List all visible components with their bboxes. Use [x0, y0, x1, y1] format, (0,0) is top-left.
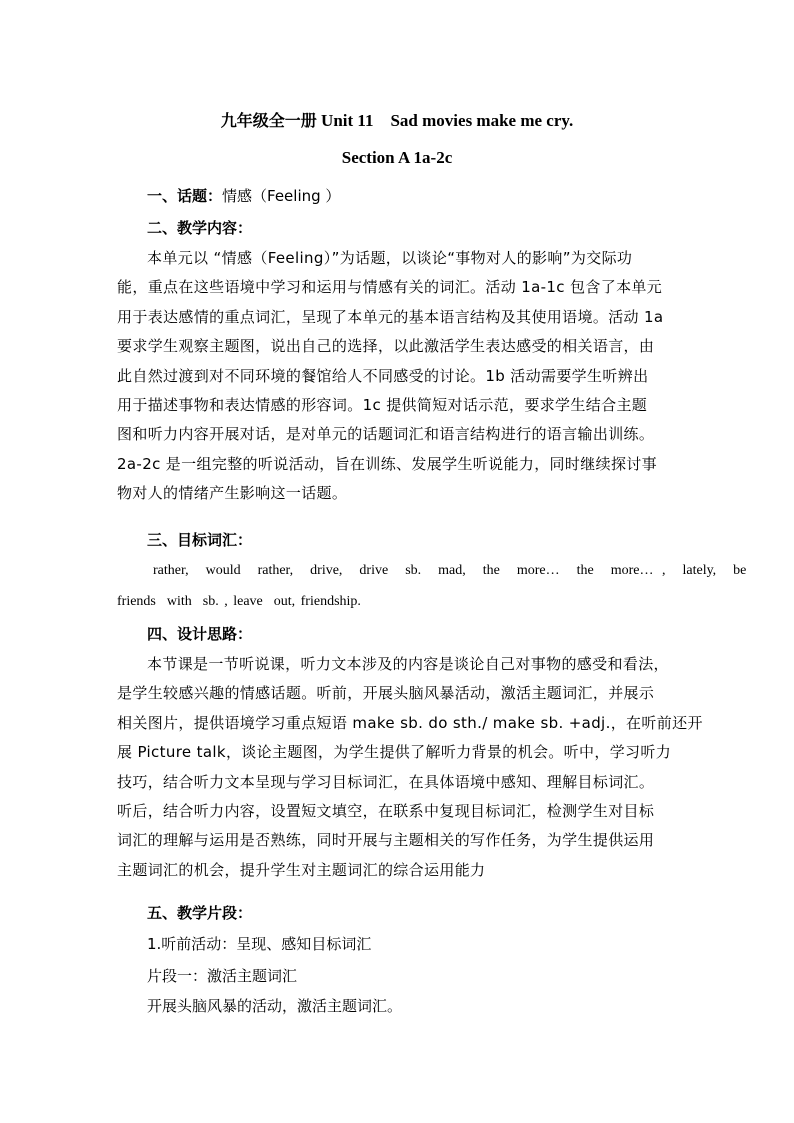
segment-item: 片段一：激活主题词汇 [147, 967, 298, 985]
design-line: 相关图片，提供语境学习重点短语 make sb. do sth./ make sb. +adj.，在听前还开 [117, 713, 703, 732]
unit-title: Unit 11 Sad movies make me cry. [321, 111, 574, 130]
design-line: 主题词汇的机会，提升学生对主题词汇的综合运用能力 [117, 860, 486, 879]
design-line: 展 Picture talk，谈论主题图，为学生提供了解听力背景的机会。听中，学习听力 [117, 743, 672, 762]
design-heading [147, 624, 252, 644]
vocabulary-heading [147, 530, 252, 550]
content-line: 图和听力内容开展对话，是对单元的话题词汇和语言结构进行的语言输出训练。 [117, 425, 655, 444]
content-line: 用于描述事物和表达情感的形容词。1c 提供简短对话示范，要求学生结合主题 [117, 395, 648, 414]
content-line: 此自然过渡到对不同环境的餐馆给人不同感受的讨论。1b 活动需要学生听辨出 [117, 366, 649, 385]
content-line: 能，重点在这些语境中学习和运用与情感有关的词汇。活动 1a-1c 包含了本单元 [117, 278, 663, 297]
content-heading [147, 218, 252, 238]
design-line: 听后，结合听力内容，设置短文填空，在联系中复现目标词汇，检测学生对目标 [117, 801, 655, 820]
content-line: 要求学生观察主题图，说出自己的选择，以此激活学生表达感受的相关语言，由 [117, 337, 655, 356]
design-line: 本节课是一节听说课，听力文本涉及的内容是谈论自己对事物的感受和看法， [147, 655, 669, 673]
content-line: 用于表达感情的重点词汇，呈现了本单元的基本语言结构及其使用语境。活动 1a [117, 307, 664, 326]
design-line: 是学生较感兴趣的情感话题。听前，开展头脑风暴活动，激活主题词汇，并展示 [117, 684, 655, 703]
topic-text: 情感（Feeling ） [222, 187, 341, 205]
design-paragraph [117, 650, 703, 885]
segments-heading-text: 五、教学片段： [147, 904, 253, 922]
segment-item: 开展头脑风暴的活动，激活主题词汇。 [147, 997, 403, 1015]
topic-heading: 一、话题： [147, 187, 223, 205]
segment-item: 1.听前活动：呈现、感知目标词汇 [147, 935, 372, 953]
design-heading-text: 四、设计思路： [147, 625, 253, 643]
content-line: 物对人的情绪产生影响这一话题。 [117, 484, 348, 503]
vocabulary-list [117, 555, 747, 617]
segments-heading [147, 903, 252, 923]
section-title: Section A 1a-2c [341, 148, 453, 167]
content-paragraph [117, 244, 679, 509]
topic-line [147, 186, 340, 206]
design-line: 词汇的理解与运用是否熟练，同时开展与主题相关的写作任务，为学生提供运用 [117, 831, 655, 850]
content-line: 本单元以 “情感（Feeling）”为话题，以谈论“事物对人的影响”为交际功 [147, 249, 633, 267]
vocabulary-line: rather, would rather, drive, drive sb. mad, the more… the more… , lately, be [153, 563, 747, 578]
vocabulary-heading-text: 三、目标词汇： [147, 531, 253, 549]
vocabulary-line: friends with sb. , leave out, friendship. [117, 594, 361, 609]
content-line: 2a-2c 是一组完整的听说活动，旨在训练、发展学生听说能力，同时继续探讨事 [117, 454, 658, 473]
grade-label: 九年级全一册 [220, 111, 317, 130]
document-title [0, 108, 794, 131]
design-line: 技巧，结合听力文本呈现与学习目标词汇，在具体语境中感知、理解目标词汇。 [117, 772, 655, 791]
content-heading-text: 二、教学内容： [147, 219, 253, 237]
